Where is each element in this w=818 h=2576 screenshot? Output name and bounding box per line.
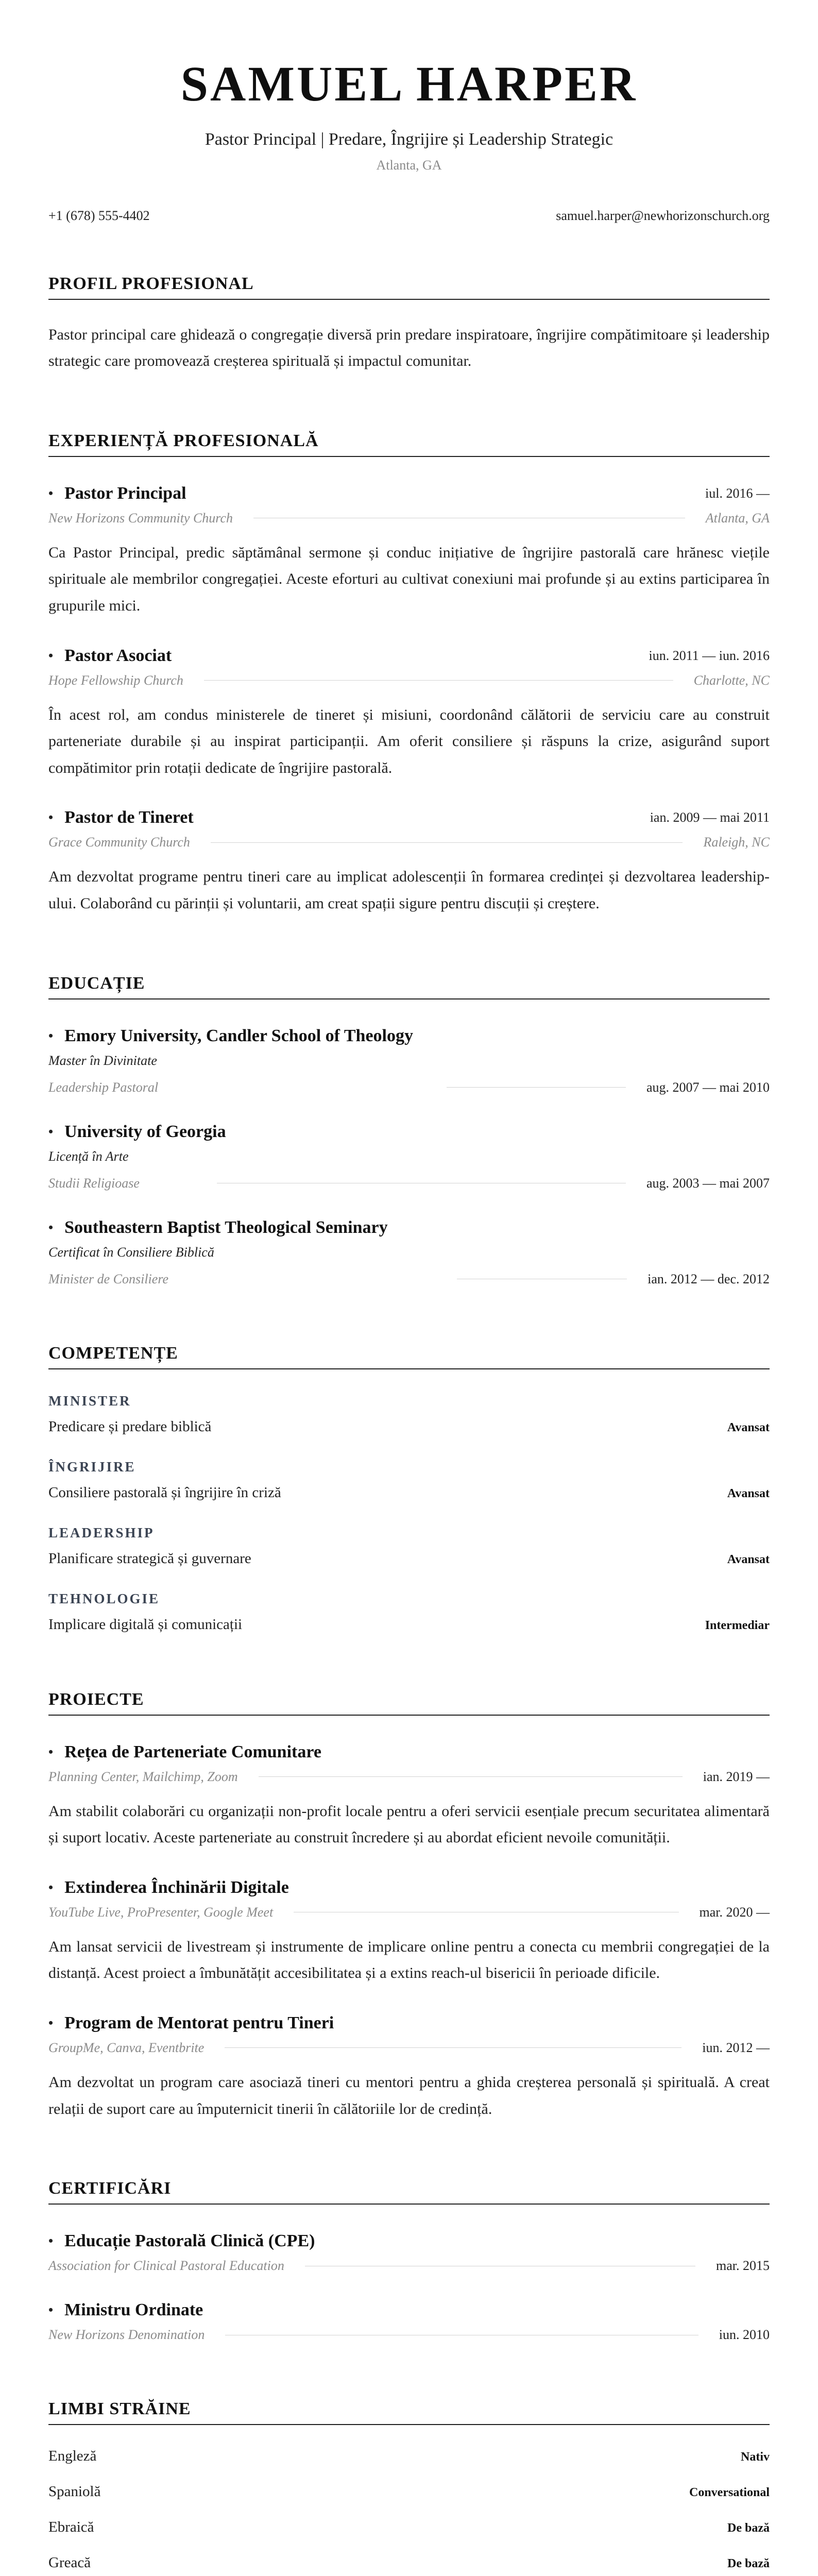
- experience-entry: [48, 808, 770, 917]
- education-date: aug. 2007 — mai 2010: [646, 1079, 770, 1095]
- job-title: Pastor Asociat: [64, 646, 172, 665]
- study-field: Studii Religioase: [48, 1175, 140, 1191]
- experience-entry: [48, 646, 770, 782]
- project-tools: YouTube Live, ProPresenter, Google Meet: [48, 1904, 274, 1920]
- language-row: [48, 2519, 770, 2536]
- degree: Certificat în Consiliere Biblică: [48, 1244, 214, 1260]
- candidate-location: Atlanta, GA: [376, 157, 442, 173]
- project-date: mar. 2020 —: [699, 1904, 770, 1920]
- section-title: COMPETENȚE: [48, 1344, 770, 1369]
- section-title: EDUCAȚIE: [48, 974, 770, 999]
- degree: Licență în Arte: [48, 1148, 129, 1164]
- divider: [447, 1087, 626, 1088]
- language-level: De bază: [727, 2557, 770, 2571]
- skill-level: Avansat: [727, 1486, 770, 1500]
- certification-date: iun. 2010: [719, 2327, 770, 2343]
- job-title: Pastor de Tineret: [64, 808, 194, 827]
- certification-issuer: Association for Clinical Pastoral Education: [48, 2258, 284, 2274]
- bullet-icon: •: [48, 1879, 54, 1895]
- bullet-icon: •: [48, 1219, 54, 1235]
- job-title: Pastor Principal: [64, 483, 186, 503]
- skill-category: TEHNOLOGIE: [48, 1590, 160, 1606]
- language-row: [48, 2448, 770, 2465]
- profile-section: [48, 274, 770, 375]
- project-entry: [48, 1878, 770, 1987]
- skill-row: [48, 1550, 770, 1567]
- employer: Hope Fellowship Church: [48, 672, 183, 688]
- contact-row: [48, 208, 770, 224]
- project-date: ian. 2019 —: [703, 1769, 770, 1784]
- divider: [259, 1776, 683, 1777]
- language-level: Conversational: [689, 2486, 770, 2500]
- education-entry: [48, 1026, 770, 1095]
- education-entry: [48, 1122, 770, 1191]
- section-title: PROIECTE: [48, 1690, 770, 1716]
- project-entry: [48, 2013, 770, 2122]
- section-title: LIMBI STRĂINE: [48, 2399, 770, 2425]
- employer: New Horizons Community Church: [48, 510, 233, 526]
- job-location: Charlotte, NC: [693, 672, 770, 688]
- project-name: Program de Mentorat pentru Tineri: [64, 2013, 334, 2032]
- language-level: Nativ: [741, 2450, 770, 2464]
- certification-date: mar. 2015: [716, 2258, 770, 2274]
- skill-level: Intermediar: [705, 1618, 770, 1632]
- bullet-icon: •: [48, 810, 54, 825]
- skills-section: [48, 1344, 770, 1633]
- language-row: [48, 2554, 770, 2571]
- phone-number: +1 (678) 555-4402: [48, 208, 150, 223]
- employer: Grace Community Church: [48, 835, 190, 850]
- language-level: De bază: [727, 2521, 770, 2535]
- language-row: [48, 2483, 770, 2500]
- section-title: EXPERIENȚĂ PROFESIONALĂ: [48, 431, 770, 457]
- project-tools: GroupMe, Canva, Eventbrite: [48, 2040, 204, 2055]
- bullet-icon: •: [48, 1124, 54, 1139]
- certification-entry: [48, 2231, 770, 2274]
- bullet-icon: •: [48, 2233, 54, 2249]
- skill-category: MINISTER: [48, 1393, 131, 1409]
- skill-level: Avansat: [727, 1552, 770, 1566]
- certifications-section: [48, 2179, 770, 2343]
- job-description: Am dezvoltat programe pentru tineri care au implicat adolescenții în formarea credinței și dezvoltarea leadership-ului. Colaborând cu părinții și voluntarii, am creat spații sigure pentru discuții și creștere.: [48, 868, 770, 912]
- job-location: Atlanta, GA: [705, 510, 770, 526]
- project-name: Rețea de Parteneriate Comunitare: [64, 1742, 321, 1761]
- study-field: Minister de Consiliere: [48, 1271, 169, 1286]
- projects-section: [48, 1690, 770, 2123]
- skill-name: Implicare digitală și comunicații: [48, 1616, 243, 1633]
- skill-name: Consiliere pastorală și îngrijire în criză: [48, 1484, 281, 1501]
- languages-section: [48, 2399, 770, 2571]
- resume-header: [48, 57, 770, 224]
- bullet-icon: •: [48, 2302, 54, 2318]
- bullet-icon: •: [48, 1028, 54, 1043]
- language-name: Ebraică: [48, 2519, 94, 2536]
- job-date: iun. 2011 — iun. 2016: [649, 648, 770, 663]
- school-name: Emory University, Candler School of Theology: [64, 1026, 413, 1045]
- divider: [225, 2047, 681, 2048]
- certification-name: Ministru Ordinate: [64, 2300, 203, 2320]
- project-description: Am dezvoltat un program care asociază tineri cu mentori pentru a ghida creșterea personală și spirituală. A creat relații de suport care au împuternicit tinerii în călătoriile lor de credință.: [48, 2073, 770, 2117]
- skill-row: [48, 1484, 770, 1501]
- project-name: Extinderea Închinării Digitale: [64, 1877, 289, 1897]
- school-name: University of Georgia: [64, 1122, 226, 1141]
- education-date: aug. 2003 — mai 2007: [646, 1175, 770, 1191]
- education-entry: [48, 1218, 770, 1287]
- skill-category: LEADERSHIP: [48, 1524, 155, 1540]
- bullet-icon: •: [48, 2015, 54, 2030]
- project-description: Am lansat servicii de livestream și instrumente de implicare online pentru a conecta cu membrii congregației de la distanță. Acest proiect a îmbunătățit accesibilitatea și a extins reach-ul bisericii în perioade dificile.: [48, 1938, 770, 1982]
- job-location: Raleigh, NC: [703, 835, 770, 850]
- experience-entry: [48, 484, 770, 619]
- bullet-icon: •: [48, 1744, 54, 1759]
- certification-issuer: New Horizons Denomination: [48, 2327, 205, 2343]
- language-name: Greacă: [48, 2554, 91, 2571]
- divider: [211, 842, 683, 843]
- language-name: Spaniolă: [48, 2483, 101, 2500]
- project-tools: Planning Center, Mailchimp, Zoom: [48, 1769, 238, 1784]
- section-title: PROFIL PROFESIONAL: [48, 274, 770, 300]
- bullet-icon: •: [48, 485, 54, 501]
- divider: [204, 680, 673, 681]
- project-date: iun. 2012 —: [702, 2040, 770, 2055]
- study-field: Leadership Pastoral: [48, 1079, 159, 1095]
- skill-name: Planificare strategică și guvernare: [48, 1550, 251, 1567]
- bullet-icon: •: [48, 648, 54, 663]
- experience-section: [48, 431, 770, 917]
- skill-category: ÎNGRIJIRE: [48, 1459, 136, 1475]
- certification-name: Educație Pastorală Clinică (CPE): [64, 2231, 315, 2251]
- language-name: Engleză: [48, 2448, 97, 2465]
- education-date: ian. 2012 — dec. 2012: [647, 1271, 770, 1286]
- skill-row: [48, 1616, 770, 1633]
- project-entry: [48, 1742, 770, 1851]
- certification-entry: [48, 2300, 770, 2343]
- school-name: Southeastern Baptist Theological Seminary: [64, 1217, 388, 1237]
- profile-text: Pastor principal care ghidează o congregație diversă prin predare inspiratoare, îngrijire compătimitoare și leadership strategic care promovează creșterea spirituală și impactul comunitar.: [48, 326, 770, 370]
- skill-level: Avansat: [727, 1420, 770, 1434]
- section-title: CERTIFICĂRI: [48, 2179, 770, 2205]
- skill-name: Predicare și predare biblică: [48, 1418, 212, 1435]
- candidate-subtitle: Pastor Principal | Predare, Îngrijire și Leadership Strategic: [204, 129, 614, 149]
- job-date: iul. 2016 —: [705, 485, 770, 501]
- degree: Master în Divinitate: [48, 1053, 157, 1068]
- candidate-name: SAMUEL HARPER: [180, 56, 638, 111]
- job-description: În acest rol, am condus ministerele de tineret și misiuni, coordonând călătorii de serviciu care au construit parteneriate durabile și au inspirat participanții. Am oferit consiliere și răspuns la crize, asigurând suport compătimitor prin rotații dedicate de îngrijire pastorală.: [48, 706, 770, 776]
- job-date: ian. 2009 — mai 2011: [650, 810, 770, 825]
- skill-row: [48, 1418, 770, 1435]
- education-section: [48, 974, 770, 1287]
- job-description: Ca Pastor Principal, predic săptămânal sermone și conduc inițiative de îngrijire pastorală care hrănesc viețile spirituale ale membrilor congregației. Aceste eforturi au cultivat conexiuni mai profunde și au extins participarea în grupurile mici.: [48, 544, 770, 614]
- project-description: Am stabilit colaborări cu organizații non-profit locale pentru a oferi servicii esențiale precum securitatea alimentară și suport locativ. Aceste parteneriate au construit încredere și au abordat eficient nevoile comunității.: [48, 1802, 770, 1846]
- email-address: samuel.harper@newhorizonschurch.org: [556, 208, 770, 223]
